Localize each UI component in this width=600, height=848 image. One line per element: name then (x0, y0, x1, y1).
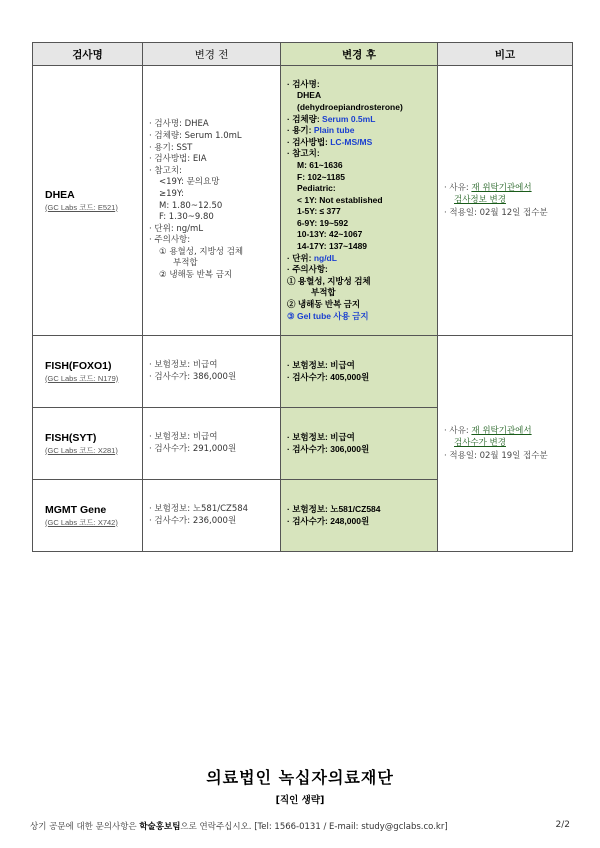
list-item: M: 61~1636 (297, 159, 343, 170)
list-item: F: 1.30~9.80 (159, 212, 214, 223)
note-reason (444, 425, 572, 438)
footer-text: 으로 연락주십시오. [Tel: 1566-0131 / E-mail: study@gclabs.co.kr] (180, 822, 448, 832)
list-item: Pediatric: (297, 183, 336, 194)
page-number: 2/2 (555, 820, 570, 830)
list-item: · 참고치: (287, 148, 320, 159)
organization-name: 의료법인 녹십자의료재단 (206, 768, 394, 787)
list-item: F: 102~1185 (297, 171, 345, 182)
list-item: M: 1.80~12.50 (159, 200, 223, 211)
list-item: 14-17Y: 137~1489 (297, 241, 368, 252)
list-item: · 검사수가: 236,000원 (149, 515, 237, 526)
changed-value: ng/dL (313, 252, 337, 263)
list-item: ② 냉해동 반복 금지 (159, 270, 233, 281)
test-name-cell (33, 408, 143, 480)
changed-value: Serum 0.5mL (322, 113, 376, 124)
test-code: (GC Labs 코드: X742) (45, 517, 118, 527)
list-item: (dehydroepiandrosterone) (297, 101, 403, 112)
note-date: · 적용일: 02월 19일 접수분 (444, 450, 548, 461)
list-item: ② 냉해동 반복 금지 (287, 299, 361, 310)
note-date: · 적용일: 02월 12일 접수분 (444, 207, 548, 218)
list-item (287, 125, 437, 137)
list-item: ≥19Y: (159, 188, 184, 199)
list-item: ③ Gel tube 사용 금지 (287, 310, 369, 321)
list-item: <19Y: 문의요망 (159, 177, 220, 188)
test-name-cell (33, 336, 143, 408)
list-item: 6-9Y: 19~592 (297, 217, 349, 228)
list-item: DHEA (297, 90, 322, 101)
before-cell (143, 408, 281, 480)
list-item: · 검체량: Serum 1.0mL (149, 130, 242, 141)
list-item: · 검사명: (287, 78, 320, 89)
list-item: · 보험정보: 노581/CZ584 (287, 503, 381, 514)
note-label: · 사유: (444, 182, 472, 193)
field-label: · 단위: (287, 252, 314, 263)
list-item: 10-13Y: 42~1067 (297, 229, 363, 240)
list-item: · 보험정보: 비급여 (149, 431, 218, 442)
list-item: · 검사수가: 405,000원 (287, 371, 370, 382)
list-item (287, 137, 437, 149)
list-item: · 검사수가: 248,000원 (287, 515, 370, 526)
list-item: < 1Y: Not established (297, 194, 383, 205)
before-cell (143, 66, 281, 336)
field-label: · 검사방법: (287, 136, 331, 147)
header-note: 비고 (438, 43, 573, 66)
note-reason-text: 검사정보 변경 (454, 195, 506, 206)
footer-team: 학술홍보팀 (139, 822, 181, 832)
note-cell (438, 336, 573, 552)
before-cell (143, 480, 281, 552)
list-item: 부적합 (311, 287, 336, 298)
before-cell (143, 336, 281, 408)
list-item: · 검사방법: EIA (149, 154, 207, 165)
change-table (32, 42, 573, 552)
test-code: (GC Labs 코드: X281) (45, 445, 118, 455)
table-row (33, 336, 573, 408)
test-code: (GC Labs 코드: N179) (45, 373, 119, 383)
list-item: · 용기: SST (149, 142, 193, 153)
footer-text: 상기 공문에 대한 문의사항은 (30, 822, 140, 832)
after-cell (281, 66, 438, 336)
list-item: · 검사수가: 306,000원 (287, 443, 370, 454)
test-name: FISH(SYT) (45, 431, 97, 444)
list-item: · 검사수가: 291,000원 (149, 443, 237, 454)
footer-contact (30, 820, 448, 832)
list-item: 1-5Y: ≤ 377 (297, 206, 341, 217)
test-name: DHEA (45, 188, 75, 201)
list-item (287, 253, 437, 265)
test-code: (GC Labs 코드: E521) (45, 202, 118, 212)
list-item: · 주의사항: (287, 264, 328, 275)
changed-value: Plain tube (313, 125, 355, 136)
note-reason-cont (444, 437, 572, 450)
header-name: 검사명 (33, 43, 143, 66)
note-reason-text: 재 위탁기관에서 (471, 425, 532, 436)
list-item: · 검사수가: 386,000원 (149, 371, 237, 382)
list-item: 부적합 (173, 258, 198, 269)
note-reason-text: 재 위탁기관에서 (471, 182, 532, 193)
header-after: 변경 후 (281, 43, 438, 66)
header-before: 변경 전 (143, 43, 281, 66)
table-header-row (33, 43, 573, 66)
test-name: MGMT Gene (45, 503, 107, 516)
changed-value: LC-MS/MS (330, 136, 373, 147)
list-item: · 검사명: DHEA (149, 119, 209, 130)
table-row-dhea (33, 66, 573, 336)
list-item: ① 용혈성, 지방성 검체 (159, 246, 244, 257)
note-reason-cont (444, 194, 572, 207)
list-item: · 단위: ng/mL (149, 223, 204, 234)
note-reason-text: 검사수가 변경 (454, 438, 506, 449)
test-name: FISH(FOXO1) (45, 359, 112, 372)
field-label: · 용기: (287, 125, 314, 136)
note-cell (438, 66, 573, 336)
note-reason (444, 182, 572, 195)
test-name-cell (33, 66, 143, 336)
list-item: · 주의사항: (149, 235, 191, 246)
list-item: · 보험정보: 비급여 (287, 431, 355, 442)
list-item: ① 용혈성, 지방성 검체 (287, 275, 371, 286)
seal-omitted-note: [직인 생략] (275, 795, 325, 806)
after-cell (281, 408, 438, 480)
list-item: · 보험정보: 노581/CZ584 (149, 503, 249, 514)
list-item: · 보험정보: 비급여 (149, 359, 218, 370)
list-item: · 참고치: (149, 165, 182, 176)
list-item: · 보험정보: 비급여 (287, 359, 355, 370)
note-label: · 사유: (444, 425, 472, 436)
test-name-cell (33, 480, 143, 552)
list-item (287, 114, 437, 126)
after-cell (281, 336, 438, 408)
after-cell (281, 480, 438, 552)
field-label: · 검체량: (287, 113, 323, 124)
